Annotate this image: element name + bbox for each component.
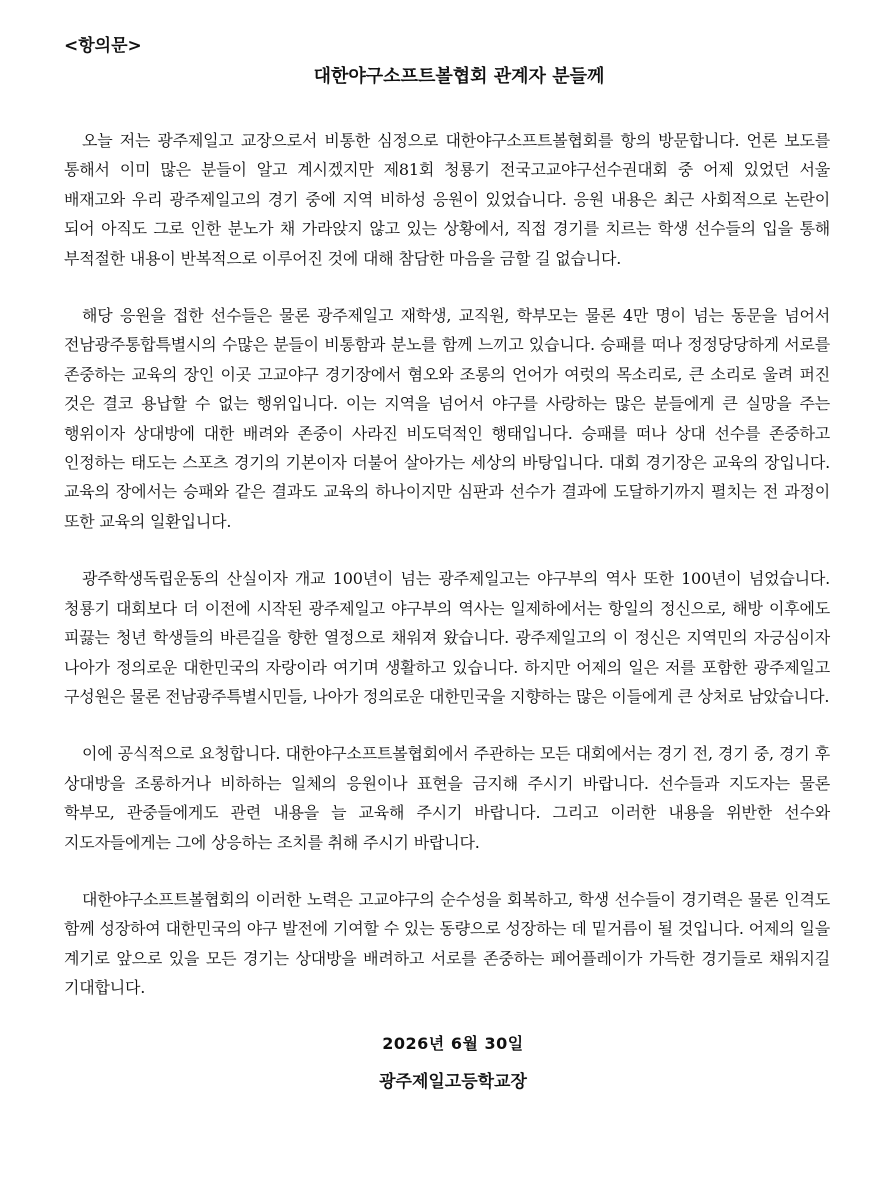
- document-date: 2026년 6월 30일: [382, 1033, 524, 1053]
- paragraph: 오늘 저는 광주제일고 교장으로서 비통한 심정으로 대한야구소프트볼협회를 항의 방문합니다. 언론 보도를 통해서 이미 많은 분들이 알고 계시겠지만 제81회 청룡기 전국고교야구선수권대회 중 어제 있었던 서울 배재고와 우리 광주제일고의 경기 중에 지역 비하성 응원이 있었습니다. 응원 내용은 최근 사회적으로 논란이 되어 아직도 그로 인한 분노가 채 가라앉지 않고 있는 상황에서, 직접 경기를 치르는 학생 선수들의 입을 통해 부적절한 내용이 반복적으로 이루어진 것에 대해 참담한 마음을 금할 길 없습니다.: [64, 131, 830, 268]
- document-signer: 광주제일고등학교장: [379, 1071, 527, 1092]
- paragraph: 이에 공식적으로 요청합니다. 대한야구소프트볼협회에서 주관하는 모든 대회에서는 경기 전, 경기 중, 경기 후 상대방을 조롱하거나 비하하는 일체의 응원이나 표현을 금지해 주시기 바랍니다. 선수들과 지도자는 물론 학부모, 관중들에게도 관련 내용을 늘 교육해 주시기 바랍니다. 그리고 이러한 내용을 위반한 선수와 지도자들에게는 그에 상응하는 조치를 취해 주시기 바랍니다.: [64, 744, 830, 852]
- paragraph: 대한야구소프트볼협회의 이러한 노력은 고교야구의 순수성을 회복하고, 학생 선수들이 경기력은 물론 인격도 함께 성장하여 대한민국의 야구 발전에 기여할 수 있는 동량으로 성장하는 데 밑거름이 될 것입니다. 어제의 일을 계기로 앞으로 있을 모든 경기는 상대방을 배려하고 서로를 존중하는 페어플레이가 가득한 경기들로 채워지길 기대합니다.: [64, 889, 830, 998]
- document-label: <항의문>: [64, 36, 142, 56]
- document-body: [64, 126, 830, 1003]
- paragraph: 광주학생독립운동의 산실이자 개교 100년이 넘는 광주제일고는 야구부의 역사 또한 100년이 넘었습니다. 청룡기 대회보다 더 이전에 시작된 광주제일고 야구부의 역사는 일제하에서는 항일의 정신으로, 해방 이후에도 피끓는 청년 학생들의 바른길을 향한 열정으로 채워져 왔습니다. 광주제일고의 이 정신은 지역민의 자긍심이자 나아가 정의로운 대한민국의 자랑이라 여기며 생활하고 있습니다. 하지만 어제의 일은 저를 포함한 광주제일고 구성원은 물론 전남광주특별시민들, 나아가 정의로운 대한민국을 지향하는 많은 이들에게 큰 상처로 남았습니다.: [64, 569, 830, 706]
- document-title: 대한야구소프트볼협회 관계자 분들께: [313, 66, 605, 87]
- paragraph: 해당 응원을 접한 선수들은 물론 광주제일고 재학생, 교직원, 학부모는 물론 4만 명이 넘는 동문을 넘어서 전남광주통합특별시의 수많은 분들이 비통함과 분노를 함께 느끼고 있습니다. 승패를 떠나 정정당당하게 서로를 존중하는 교육의 장인 이곳 고교야구 경기장에서 혐오와 조롱의 언어가 여럿의 목소리로, 큰 소리로 울려 퍼진 것은 결코 용납할 수 없는 행위입니다. 이는 지역을 넘어서 야구를 사랑하는 많은 분들에게 큰 실망을 주는 행위이자 상대방에 대한 배려와 존중이 사라진 비도덕적인 행태입니다. 승패를 떠나 상대 선수를 존중하고 인정하는 태도는 스포츠 경기의 기본이자 더불어 살아가는 세상의 바탕입니다. 대회 경기장은 교육의 장입니다. 교육의 장에서는 승패와 같은 결과도 교육의 하나이지만 심판과 선수가 결과에 도달하기까지 펼치는 전 과정이 또한 교육의 일환입니다.: [64, 306, 830, 531]
- closing-block: [64, 1033, 830, 1093]
